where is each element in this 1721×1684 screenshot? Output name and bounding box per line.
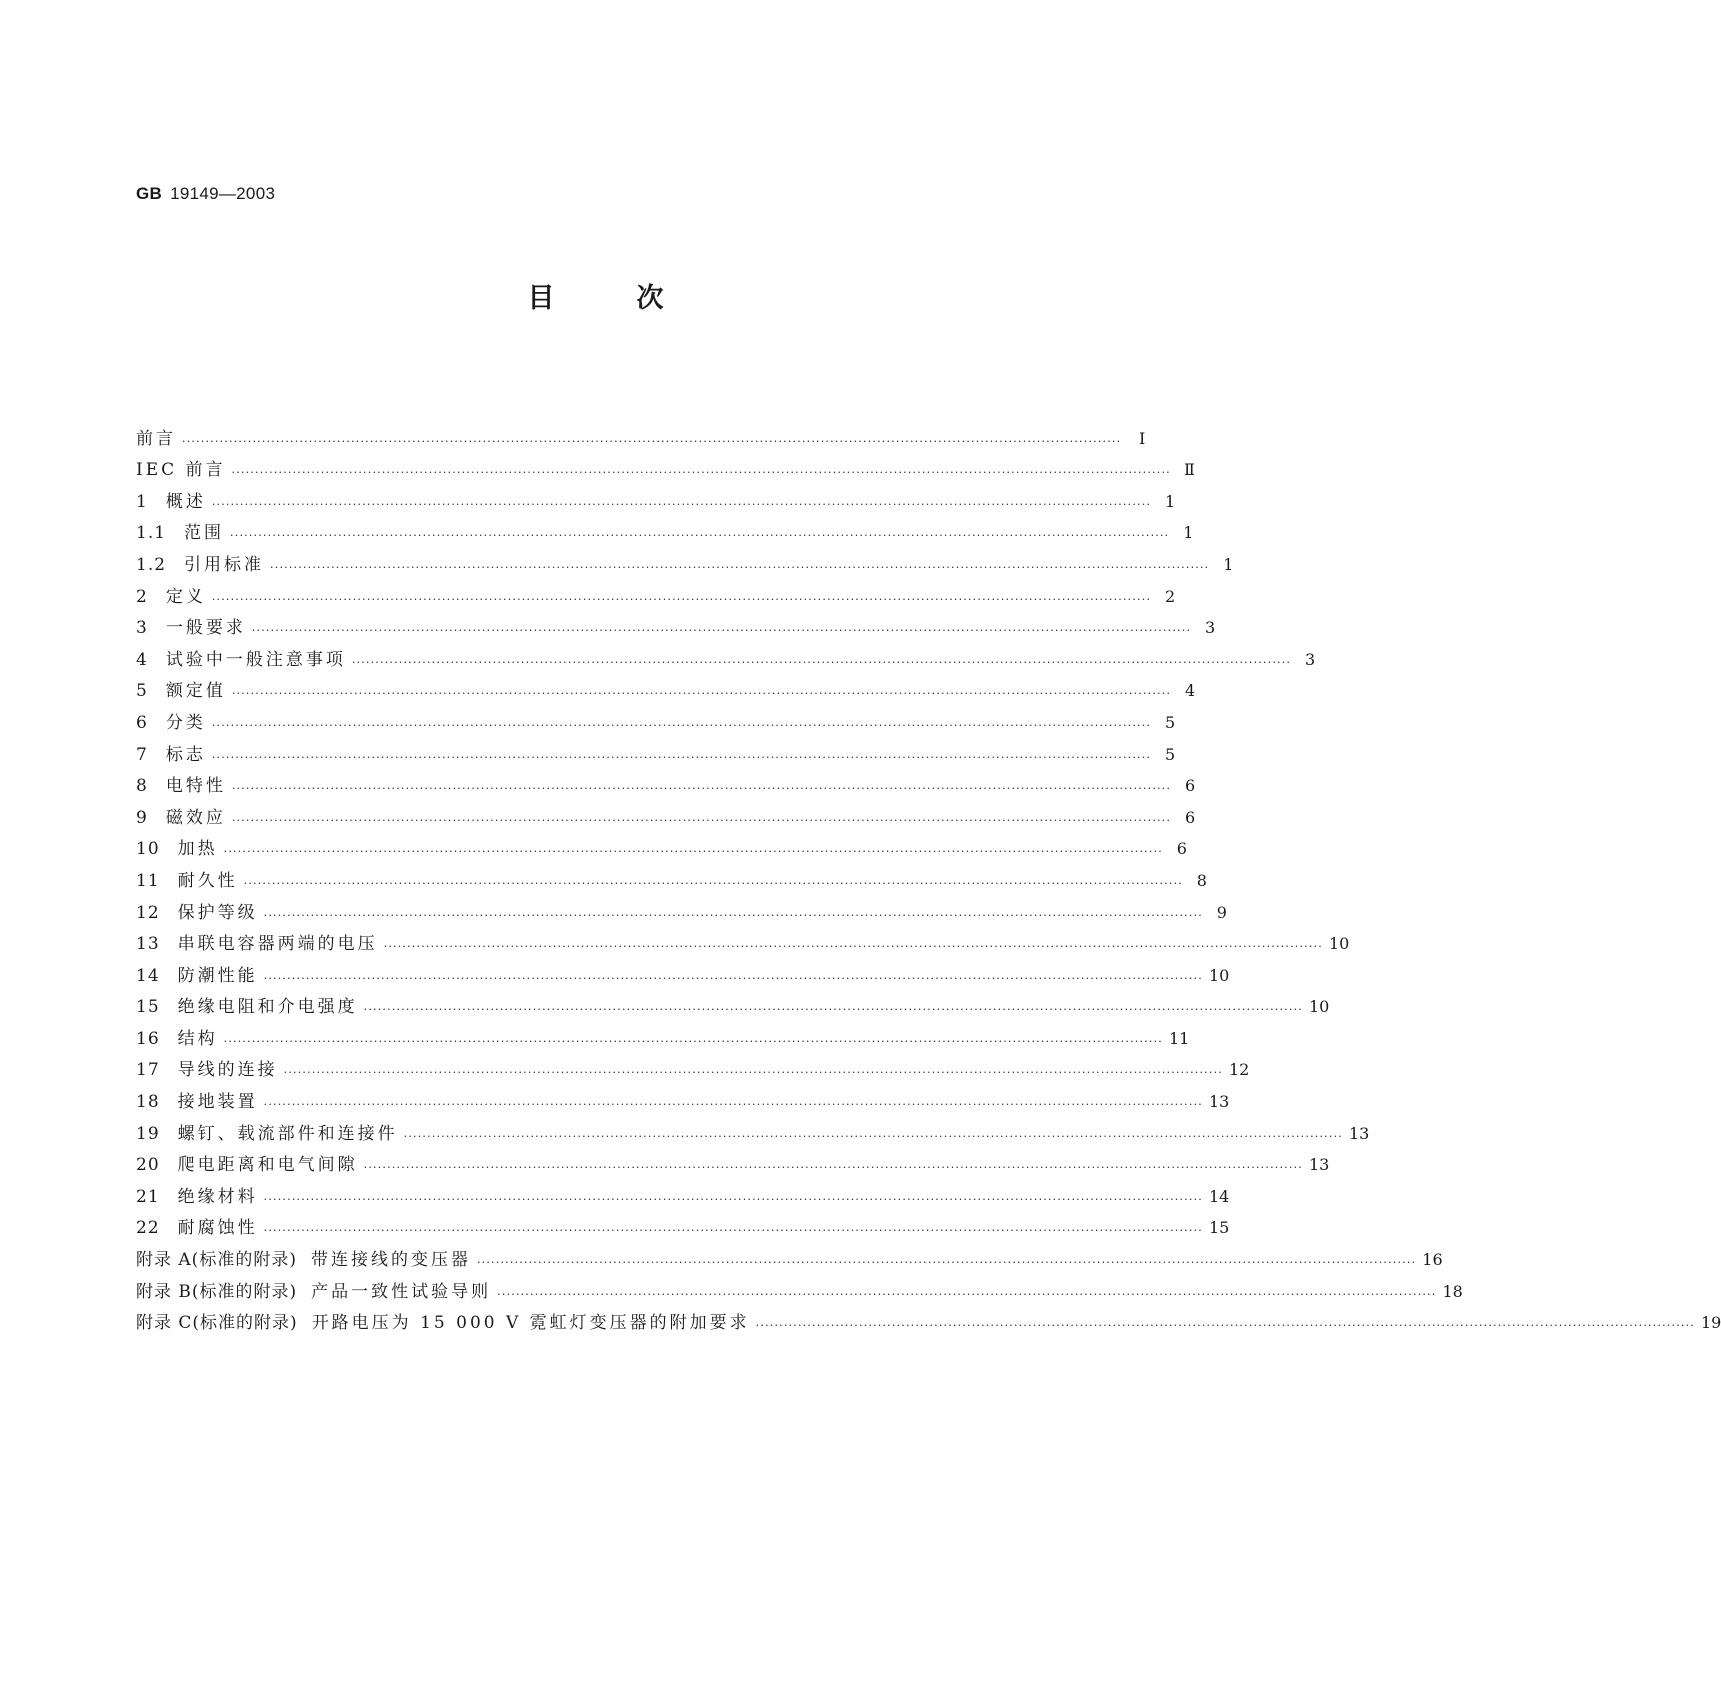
dot-leader: ········································································································································································································ bbox=[211, 497, 1152, 511]
toc-entry-page: 6 bbox=[1184, 776, 1196, 796]
toc-entry-title: 定义 bbox=[165, 586, 206, 607]
dot-leader: ········································································································································································································ bbox=[263, 971, 1203, 985]
toc-entry-number: 5 bbox=[136, 681, 148, 702]
dot-leader: ········································································································································································································ bbox=[231, 687, 1172, 701]
toc-entry-page: 14 bbox=[1208, 1186, 1230, 1206]
toc-entry-title: 绝缘电阻和介电强度 bbox=[177, 997, 358, 1018]
dot-leader: ········································································································································································································ bbox=[231, 813, 1172, 827]
toc-entry-number: 16 bbox=[136, 1028, 160, 1049]
toc-entry-title: 导线的连接 bbox=[177, 1060, 278, 1081]
toc-entry-number: 14 bbox=[136, 965, 160, 986]
toc-entry-number: 8 bbox=[136, 776, 148, 797]
dot-leader: ········································································································································································································ bbox=[211, 718, 1152, 732]
toc-entry-title: 开路电压为 15 000 V 霓虹灯变压器的附加要求 bbox=[311, 1313, 750, 1334]
toc-entry-page: 5 bbox=[1164, 712, 1176, 732]
toc-entry-number: 18 bbox=[136, 1092, 160, 1113]
toc-entry-page: 4 bbox=[1184, 681, 1196, 701]
toc-entry[interactable] bbox=[136, 861, 1207, 893]
toc-entry-title: 一般要求 bbox=[165, 618, 246, 639]
toc-entry-title: 额定值 bbox=[165, 681, 226, 702]
toc-entry-page: 13 bbox=[1308, 1155, 1330, 1175]
dot-leader: ········································································································································································································ bbox=[263, 1098, 1203, 1112]
toc-entry-number: 11 bbox=[136, 870, 160, 891]
toc-entry[interactable] bbox=[136, 830, 1187, 862]
dot-leader: ········································································································································································································ bbox=[211, 592, 1152, 606]
toc-entry[interactable] bbox=[136, 1051, 1250, 1083]
toc-entry-number: 1 bbox=[136, 491, 148, 512]
table-of-contents bbox=[136, 419, 1721, 1335]
toc-entry-page: 3 bbox=[1204, 618, 1216, 638]
toc-entry-page: 2 bbox=[1164, 586, 1176, 606]
toc-entry[interactable] bbox=[136, 735, 1176, 767]
toc-entry-number: 附录 B(标准的附录) bbox=[136, 1281, 298, 1302]
dot-leader: ········································································································································································································ bbox=[283, 1066, 1223, 1080]
toc-entry-title: 耐久性 bbox=[177, 870, 238, 891]
toc-entry-number: 6 bbox=[136, 712, 148, 733]
toc-entry-number: 2 bbox=[136, 586, 148, 607]
toc-entry-page: 6 bbox=[1176, 839, 1187, 859]
toc-entry[interactable] bbox=[136, 925, 1350, 957]
toc-entry[interactable] bbox=[136, 956, 1230, 988]
toc-entry-page: 5 bbox=[1164, 744, 1176, 764]
toc-entry-page: 15 bbox=[1208, 1218, 1230, 1238]
toc-entry-number: 20 bbox=[136, 1155, 160, 1176]
dot-leader: ········································································································································································································ bbox=[351, 655, 1292, 669]
toc-entry[interactable] bbox=[136, 451, 1195, 483]
page-title: 目次 bbox=[527, 283, 746, 314]
toc-entry-number: 附录 A(标准的附录) bbox=[136, 1250, 297, 1271]
dot-leader: ········································································································································································································ bbox=[263, 908, 1203, 922]
toc-entry-number: 22 bbox=[136, 1218, 160, 1239]
toc-entry[interactable] bbox=[136, 1146, 1330, 1178]
dot-leader: ········································································································································································································ bbox=[230, 529, 1170, 543]
toc-entry-title: 分类 bbox=[165, 712, 206, 733]
toc-entry-title: 标志 bbox=[165, 744, 206, 765]
dot-leader: ········································································································································································································ bbox=[211, 750, 1152, 764]
toc-entry-page: 1 bbox=[1223, 554, 1234, 574]
toc-entry-number: 4 bbox=[136, 649, 148, 670]
toc-entry-number: 15 bbox=[136, 997, 160, 1018]
dot-leader: ········································································································································································································ bbox=[251, 624, 1192, 638]
toc-entry-title: 带连接线的变压器 bbox=[310, 1250, 471, 1271]
toc-entry-number: 17 bbox=[136, 1060, 160, 1081]
dot-leader: ········································································································································································································ bbox=[223, 1034, 1163, 1048]
toc-entry-title: 引用标准 bbox=[184, 554, 265, 575]
toc-entry[interactable] bbox=[136, 1304, 1721, 1336]
toc-entry-page: 3 bbox=[1304, 649, 1316, 669]
toc-entry-title: 磁效应 bbox=[165, 807, 226, 828]
toc-entry[interactable] bbox=[136, 1019, 1190, 1051]
toc-entry[interactable] bbox=[136, 577, 1176, 609]
toc-entry-title: 概述 bbox=[165, 491, 206, 512]
toc-entry-page: Ⅰ bbox=[1139, 428, 1146, 448]
toc-entry[interactable] bbox=[136, 893, 1227, 925]
dot-leader: ········································································································································································································ bbox=[403, 1129, 1343, 1143]
toc-entry[interactable] bbox=[136, 545, 1234, 577]
toc-entry-page: 18 bbox=[1442, 1281, 1463, 1301]
toc-entry-number: 19 bbox=[136, 1123, 160, 1144]
toc-entry-page: 10 bbox=[1308, 997, 1330, 1017]
dot-leader: ········································································································································································································ bbox=[243, 876, 1183, 890]
standard-code bbox=[136, 184, 275, 204]
dot-leader: ········································································································································································································ bbox=[263, 1192, 1203, 1206]
toc-entry[interactable] bbox=[136, 703, 1176, 735]
toc-entry-title: 加热 bbox=[177, 839, 218, 860]
toc-entry-page: 1 bbox=[1183, 523, 1194, 543]
toc-entry-title: 前言 bbox=[136, 428, 176, 449]
dot-leader: ········································································································································································································ bbox=[231, 782, 1172, 796]
toc-entry-page: 11 bbox=[1168, 1028, 1190, 1048]
toc-entry[interactable] bbox=[136, 609, 1216, 641]
toc-entry[interactable] bbox=[136, 1209, 1230, 1241]
toc-entry[interactable] bbox=[136, 514, 1194, 546]
toc-entry-page: 12 bbox=[1228, 1060, 1250, 1080]
toc-entry-page: 16 bbox=[1422, 1250, 1443, 1270]
toc-entry[interactable] bbox=[136, 482, 1176, 514]
toc-entry-page: 10 bbox=[1208, 965, 1230, 985]
dot-leader: ········································································································································································································ bbox=[497, 1287, 1437, 1301]
toc-entry-number: 9 bbox=[136, 807, 148, 828]
standard-number: 19149—2003 bbox=[170, 184, 276, 203]
dot-leader: ········································································································································································································ bbox=[383, 940, 1323, 954]
toc-entry-number: 1.1 bbox=[136, 523, 167, 544]
toc-entry[interactable] bbox=[136, 1114, 1370, 1146]
toc-entry-number: 7 bbox=[136, 744, 148, 765]
dot-leader: ········································································································································································································ bbox=[182, 434, 1122, 448]
dot-leader: ········································································································································································································ bbox=[263, 1224, 1203, 1238]
toc-entry[interactable] bbox=[136, 419, 1146, 451]
dot-leader: ········································································································································································································ bbox=[270, 560, 1210, 574]
toc-entry-number: 1.2 bbox=[136, 554, 167, 575]
toc-entry-title: 防潮性能 bbox=[177, 965, 258, 986]
toc-entry-number: 附录 C(标准的附录) bbox=[136, 1313, 298, 1334]
toc-entry-title: 螺钉、载流部件和连接件 bbox=[177, 1123, 398, 1144]
toc-entry-number: 3 bbox=[136, 618, 148, 639]
dot-leader: ········································································································································································································ bbox=[363, 1003, 1303, 1017]
toc-entry-page: 10 bbox=[1328, 934, 1350, 954]
toc-entry-title: 耐腐蚀性 bbox=[177, 1218, 258, 1239]
toc-entry[interactable] bbox=[136, 1272, 1463, 1304]
toc-entry[interactable] bbox=[136, 1240, 1443, 1272]
toc-entry-title: IEC 前言 bbox=[136, 460, 226, 481]
toc-entry-page: 6 bbox=[1184, 807, 1196, 827]
toc-entry-number: 13 bbox=[136, 934, 160, 955]
toc-entry-page: 19 bbox=[1701, 1313, 1721, 1333]
toc-entry[interactable] bbox=[136, 640, 1316, 672]
toc-entry[interactable] bbox=[136, 798, 1196, 830]
toc-entry-title: 接地装置 bbox=[177, 1092, 258, 1113]
toc-entry[interactable] bbox=[136, 672, 1196, 704]
toc-entry-page: Ⅱ bbox=[1184, 460, 1195, 480]
toc-entry-page: 13 bbox=[1208, 1092, 1230, 1112]
toc-entry-title: 结构 bbox=[177, 1028, 218, 1049]
toc-entry[interactable] bbox=[136, 988, 1330, 1020]
toc-entry-title: 绝缘材料 bbox=[177, 1186, 258, 1207]
dot-leader: ········································································································································································································ bbox=[755, 1319, 1695, 1333]
toc-entry-title: 爬电距离和电气间隙 bbox=[177, 1155, 358, 1176]
dot-leader: ········································································································································································································ bbox=[476, 1256, 1417, 1270]
dot-leader: ········································································································································································································ bbox=[223, 845, 1163, 859]
toc-entry-title: 电特性 bbox=[165, 776, 226, 797]
toc-entry[interactable] bbox=[136, 767, 1196, 799]
toc-entry-number: 10 bbox=[136, 839, 160, 860]
toc-entry-title: 串联电容器两端的电压 bbox=[177, 934, 378, 955]
dot-leader: ········································································································································································································ bbox=[231, 466, 1171, 480]
toc-entry-title: 产品一致性试验导则 bbox=[311, 1281, 492, 1302]
toc-entry-number: 12 bbox=[136, 902, 160, 923]
toc-entry-title: 试验中一般注意事项 bbox=[165, 649, 346, 670]
toc-entry-page: 13 bbox=[1348, 1123, 1370, 1143]
toc-entry-page: 1 bbox=[1164, 491, 1176, 511]
toc-entry[interactable] bbox=[136, 1177, 1230, 1209]
toc-entry[interactable] bbox=[136, 1082, 1230, 1114]
dot-leader: ········································································································································································································ bbox=[363, 1161, 1303, 1175]
standard-prefix: GB bbox=[136, 184, 163, 203]
toc-entry-title: 范围 bbox=[184, 523, 225, 544]
toc-entry-title: 保护等级 bbox=[177, 902, 258, 923]
toc-entry-page: 8 bbox=[1196, 870, 1207, 890]
toc-entry-number: 21 bbox=[136, 1186, 160, 1207]
toc-entry-page: 9 bbox=[1216, 902, 1227, 922]
